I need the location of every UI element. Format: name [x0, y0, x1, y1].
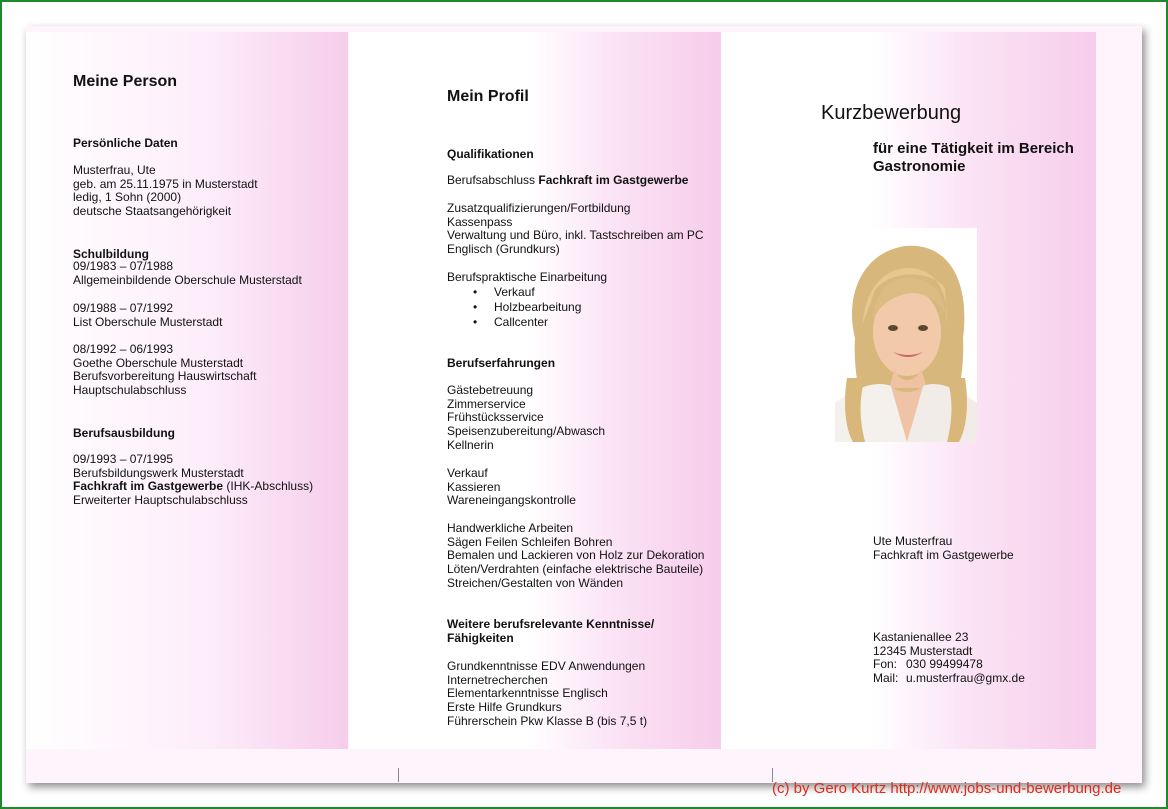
experience-line: Löten/Verdrahten (einfache elektrische Bauteile) [447, 562, 704, 577]
training-extra: Erweiterter Hauptschulabschluss [73, 493, 248, 508]
experience-line: Sägen Feilen Schleifen Bohren [447, 534, 613, 549]
qualification-line: Verwaltung und Büro, inkl. Tastschreiben am PC [447, 228, 704, 243]
contact-block [873, 631, 1025, 686]
experience-group-1 [447, 384, 605, 452]
school-name: Allgemeinbildende Oberschule Musterstadt [73, 272, 302, 287]
portrait-image [835, 228, 977, 442]
further-skills [447, 660, 647, 728]
skill-line: Elementarkenntnisse Englisch [447, 686, 608, 701]
applicant-name: Ute Musterfrau [873, 534, 953, 548]
experience-line: Bemalen und Lackieren von Holz zur Dekoration [447, 548, 705, 563]
document-title: Kurzbewerbung [821, 102, 962, 124]
school-block-3 [73, 343, 256, 398]
practical-list [473, 285, 581, 329]
qualification-line: Englisch (Grundkurs) [447, 242, 560, 257]
heading-berufserfahrungen: Berufserfahrungen [447, 356, 556, 370]
list-item: • Holzbearbeitung [473, 300, 581, 315]
applicant-name-block [873, 535, 1014, 562]
training-qualification [73, 480, 313, 494]
skill-line: Erste Hilfe Grundkurs [447, 700, 562, 715]
list-item: • Callcenter [473, 315, 581, 330]
phone-line [873, 658, 1025, 672]
school-block-2 [73, 302, 222, 329]
personal-data-block [73, 164, 258, 219]
phone-label: Fon: [873, 657, 898, 672]
school-name: List Oberschule Musterstadt [73, 314, 223, 329]
experience-group-3 [447, 522, 704, 590]
heading-weitere-kenntnisse [447, 618, 654, 645]
school-detail: Berufsvorbereitung Hauswirtschaft [73, 369, 257, 384]
degree-bold: Fachkraft im Gastgewerbe [538, 173, 689, 187]
school-period: 09/1983 – 07/1988 [73, 259, 174, 273]
list-item: • Verkauf [473, 285, 581, 300]
heading-qualifikationen: Qualifikationen [447, 147, 534, 161]
qualification-line: Kassenpass [447, 214, 513, 229]
additional-qualifications [447, 202, 704, 257]
applicant-photo [835, 228, 977, 442]
heading-schulbildung: Schulbildung [73, 247, 149, 261]
experience-line: Kellnerin [447, 437, 494, 452]
address-street: Kastanienallee 23 [873, 630, 969, 644]
phone-number: 030 99499478 [906, 657, 983, 672]
experience-line: Zimmerservice [447, 396, 526, 411]
skill-line: Führerschein Pkw Klasse B (bis 7,5 t) [447, 713, 648, 728]
skill-line: Grundkenntnisse EDV Anwendungen [447, 659, 646, 673]
mail-line [873, 672, 1025, 686]
training-period: 09/1993 – 07/1995 [73, 452, 174, 466]
skill-line: Internetrecherchen [447, 672, 548, 687]
heading-personal-data: Persönliche Daten [73, 136, 178, 150]
experience-line: Speisenzubereitung/Abwasch [447, 424, 606, 439]
experience-line: Kassieren [447, 479, 501, 494]
heading-line: Weitere berufsrelevante Kenntnisse/ [447, 617, 655, 631]
training-place: Berufsbildungswerk Musterstadt [73, 465, 244, 480]
personal-line: deutsche Staatsangehörigkeit [73, 204, 232, 219]
practical-intro: Berufspraktische Einarbeitung [447, 270, 608, 284]
school-period: 09/1988 – 07/1992 [73, 301, 174, 315]
subtitle-line: für eine Tätigkeit im Bereich [873, 140, 1074, 157]
training-qualification-bold: Fachkraft im Gastgewerbe [73, 479, 224, 494]
address-city: 12345 Musterstadt [873, 643, 973, 658]
personal-line: geb. am 25.11.1975 in Musterstadt [73, 176, 258, 191]
training-block [73, 453, 313, 508]
applicant-profession: Fachkraft im Gastgewerbe [873, 547, 1014, 562]
document-subtitle [873, 140, 1074, 176]
school-detail: Hauptschulabschluss [73, 383, 187, 398]
experience-line: Frühstücksservice [447, 410, 544, 425]
experience-line: Handwerkliche Arbeiten [447, 521, 574, 535]
personal-line: ledig, 1 Sohn (2000) [73, 190, 182, 205]
mail-label: Mail: [873, 671, 899, 686]
heading-mein-profil: Mein Profil [447, 88, 529, 105]
training-qualification-rest: (IHK-Abschluss) [223, 479, 314, 494]
school-period: 08/1992 – 06/1993 [73, 342, 174, 356]
copyright-credit: (c) by Gero Kurtz http://www.jobs-und-bewerbung.de [772, 780, 1122, 797]
degree-prefix: Berufsabschluss [447, 173, 539, 187]
experience-line: Verkauf [447, 466, 488, 480]
experience-line: Wareneingangskontrolle [447, 493, 576, 508]
personal-line: Musterfrau, Ute [73, 163, 156, 177]
school-name: Goethe Oberschule Musterstadt [73, 355, 244, 370]
school-block-1 [73, 260, 302, 287]
heading-meine-person: Meine Person [73, 73, 178, 90]
experience-line: Streichen/Gestalten von Wänden [447, 575, 624, 590]
fold-mark-left [398, 768, 399, 782]
qualification-line: Zusatzqualifizierungen/Fortbildung [447, 201, 631, 215]
mail-address: u.musterfrau@gmx.de [906, 671, 1025, 686]
heading-berufsausbildung: Berufsausbildung [73, 426, 176, 440]
heading-line: Fähigkeiten [447, 630, 514, 645]
experience-line: Gästebetreuung [447, 383, 534, 397]
experience-group-2 [447, 467, 576, 508]
degree-line [447, 174, 688, 188]
subtitle-line: Gastronomie [873, 158, 966, 175]
